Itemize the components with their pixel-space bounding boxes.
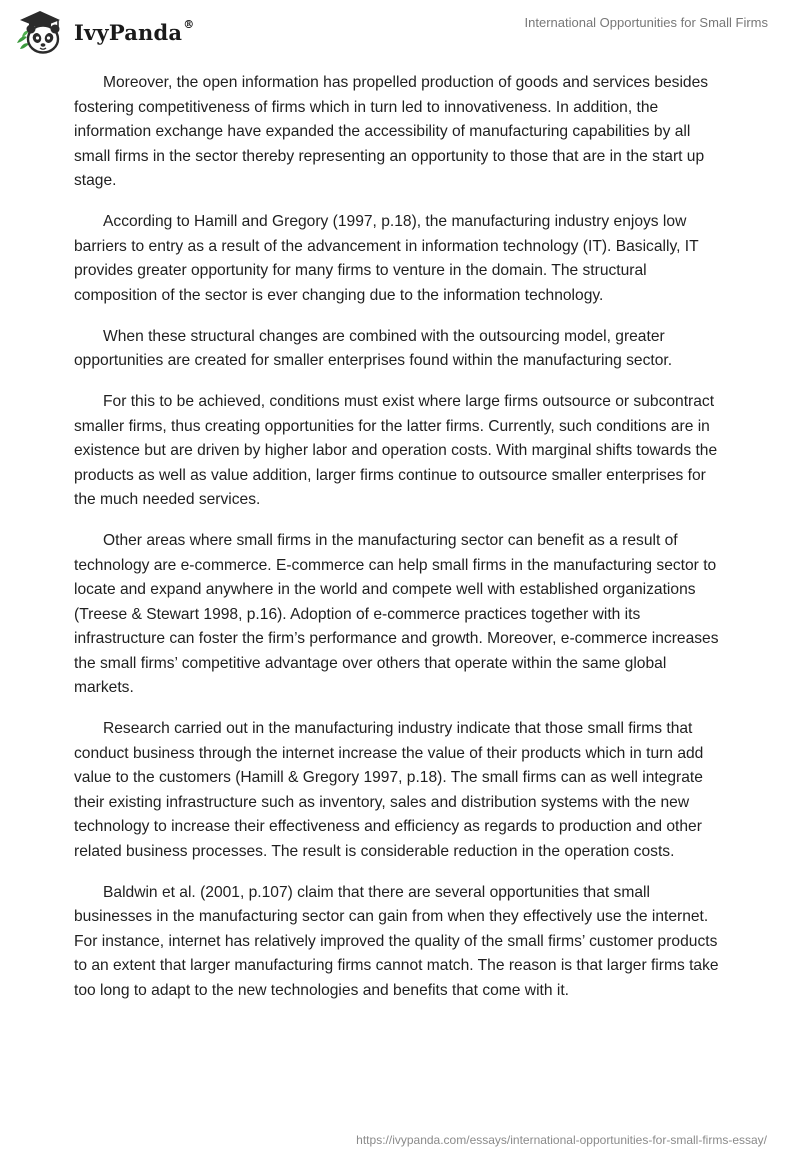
paragraph-2: According to Hamill and Gregory (1997, p.18), the manufacturing industry enjoys low barriers to entry as a result of the advancement in information technology (IT). Basically, IT provides greater opportunity for many firms to venture in the domain. The structural composition of the sector is ever changing due to the information technology. [74,213,699,304]
paragraph-5: Other areas where small firms in the manufacturing sector can benefit as a result of technology are e-commerce. E-commerce can help small firms in the manufacturing sector to locate and expand anywhere in the world and compete well with established organizations (Treese & Stewart 1998, p.16). Adoption of e-commerce practices together with its infrastructure can foster the firm’s performance and growth. Moreover, e-commerce increases the small firms’ competitive advantage over others that operate within the same global markets. [74,532,719,696]
paragraph-1: Moreover, the open information has propelled production of goods and services besides fostering competitiveness of firms which in turn led to innovativeness. In addition, the information exchange have expanded the accessibility of manufacturing capabilities by all small firms in the sector thereby representing an opportunity to those that are in the start up stage. [74,74,709,189]
paragraph-7: Baldwin et al. (2001, p.107) claim that there are several opportunities that small businesses in the manufacturing sector can gain from when they effectively use the internet. For instance, internet has relatively improved the quality of the small firms’ customer products to an extent that larger manufacturing firms cannot match. The reason is that larger firms take too long to adapt to the new technologies and benefits that come with it. [74,883,719,999]
registered-mark: ® [183,17,195,31]
paragraph-4: For this to be achieved, conditions must exist where large firms outsource or subcontract smaller firms, thus creating opportunities for the latter firms. Currently, such conditions are in existence but are driven by higher labor and operation costs. With marginal shifts towards the products as well as value addition, larger firms continue to outsource smaller enterprises for the much needed services. [74,393,718,508]
page-header [0,0,800,60]
paragraph-3: When these structural changes are combined with the outsourcing model, greater opportunities are created for smaller enterprises found within the manufacturing sector. [74,327,673,369]
essay-body [74,71,724,1020]
logo-name: IvyPanda [74,19,183,45]
logo-wordmark [74,17,195,45]
panda-graduate-icon [14,7,70,57]
ivypanda-logo[interactable] [14,7,194,57]
paragraph-6: Research carried out in the manufacturing industry indicate that those small firms that conduct business through the internet increase the value of their products which in turn add value to the customers (Hamill & Gregory 1997, p.18). The small firms can as well integrate their existing infrastructure such as inventory, sales and distribution systems with the new technology to increase their effectiveness and efficiency as regards to production and other related business processes. The result is considerable reduction in the operation costs. [74,720,704,860]
document-title: International Opportunities for Small Firms [524,15,768,30]
source-url-link[interactable]: https://ivypanda.com/essays/international-opportunities-for-small-firms-essay/ [356,1133,767,1147]
